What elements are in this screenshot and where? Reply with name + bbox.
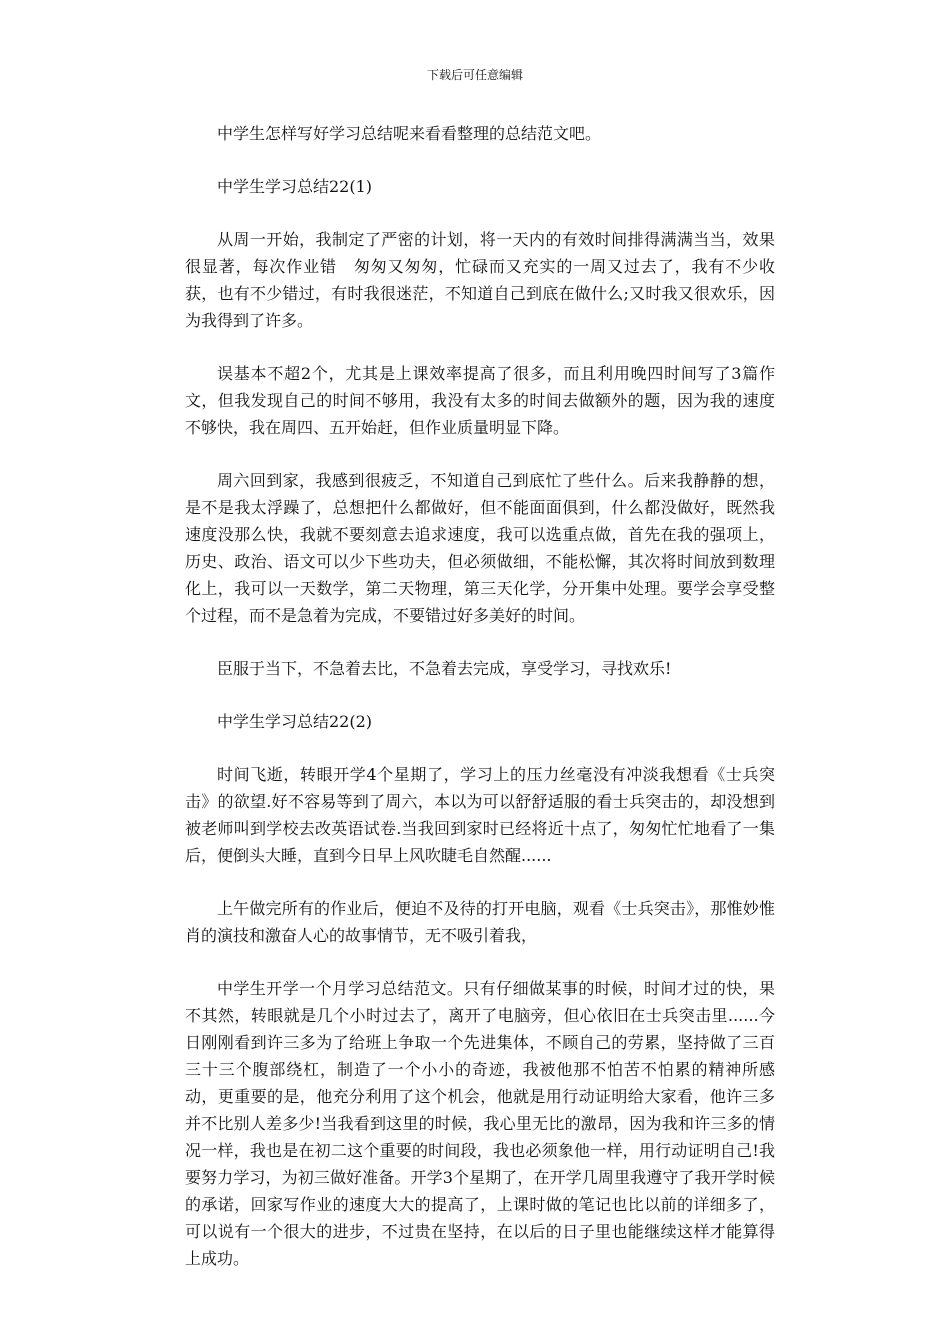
- paragraph: 从周一开始，我制定了严密的计划，将一天内的有效时间排得满满当当，效果很显著，每次作业错 匆匆又匆匆，忙碌而又充实的一周又过去了，我有不少收获，也有不少错过，有时我很迷茫，不知道自己到底在做什么;又时我又很欢乐，因为我得到了许多。: [185, 230, 775, 330]
- intro-paragraph: 中学生怎样写好学习总结呢来看看整理的总结范文吧。: [217, 124, 602, 143]
- paragraph: 误基本不超2个，尤其是上课效率提高了很多，而且利用晚四时间写了3篇作文，但我发现自己的时间不够用，我没有太多的时间去做额外的题，因为我的速度不够快，我在周四、五开始赶，但作业质量明显下降。: [185, 364, 775, 437]
- paragraph: 时间飞逝，转眼开学4个星期了，学习上的压力丝毫没有冲淡我想看《士兵突击》的欲望.好不容易等到了周六，本以为可以舒舒适服的看士兵突击的，却没想到被老师叫到学校去改英语试卷.当我回到家时已经将近十点了，匆匆忙忙地看了一集后，便倒头大睡，直到今日早上风吹睫毛自然醒......: [185, 765, 775, 865]
- document-body: [185, 120, 775, 1298]
- paragraph: 周六回到家，我感到很疲乏，不知道自己到底忙了些什么。后来我静静的想，是不是我太浮躁了，总想把什么都做好，但不能面面俱到，什么都没做好，既然我速度没那么快，我就不要刻意去追求速度，我可以选重点做，首先在我的强项上，历史、政治、语文可以少下些功夫，但必须做细，不能松懈，其次将时间放到数理化上，我可以一天数学，第二天物理，第三天化学，分开集中处理。要学会享受整个过程，而不是急着为完成，不要错过好多美好的时间。: [185, 471, 775, 625]
- section-title-1: 中学生学习总结22(1): [217, 177, 373, 196]
- page-header: 下载后可任意编辑: [426, 68, 523, 82]
- section-title-2: 中学生学习总结22(2): [217, 712, 373, 731]
- paragraph: 臣服于当下，不急着去比，不急着去完成，享受学习，寻找欢乐!: [217, 659, 672, 678]
- paragraph: 上午做完所有的作业后，便迫不及待的打开电脑，观看《士兵突击》，那惟妙惟肖的演技和激奋人心的故事情节，无不吸引着我，: [185, 899, 775, 945]
- paragraph: 中学生开学一个月学习总结范文。只有仔细做某事的时候，时间才过的快，果不其然，转眼就是几个小时过去了，离开了电脑旁，但心依旧在士兵突击里......今日刚刚看到许三多为了给班上争取一个先进集体，不顾自己的劳累，坚持做了三百三十三个腹部绕杠，制造了一个小小的奇迹，我被他那不怕苦不怕累的精神所感动，更重要的是，他充分利用了这个机会，他就是用行动证明给大家看，他许三多并不比别人差多少!当我看到这里的时候，我心里无比的激昂，因为我和许三多的情况一样，我也是在初二这个重要的时间段，我也必须象他一样，用行动证明自己!我要努力学习，为初三做好准备。开学3个星期了，在开学几周里我遵守了我开学时候的承诺，回家写作业的速度大大的提高了，上课时做的笔记也比以前的详细多了，可以说有一个很大的进步，不过贵在坚持，在以后的日子里也能继续这样才能算得上成功。: [185, 979, 775, 1268]
